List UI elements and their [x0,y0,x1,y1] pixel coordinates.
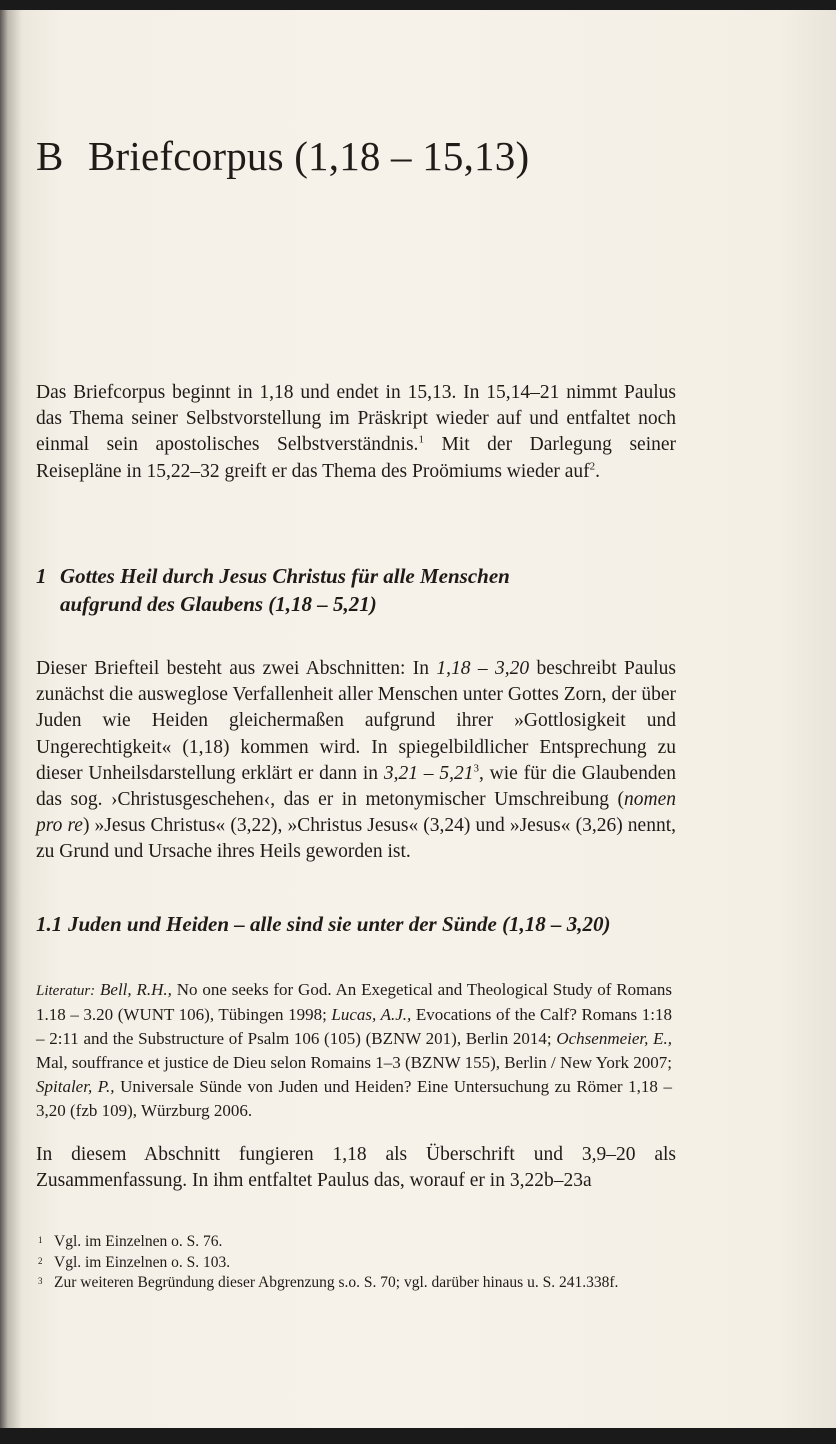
latin-term: nomen pro re [36,789,676,837]
subsection-title: Juden und Heiden – alle sind sie unter der Sünde (1,18 – 3,20) [68,912,611,936]
section-paragraph: Dieser Briefteil besteht aus zwei Abschnitten: In 1,18 – 3,20 beschreibt Paulus zunächst die ausweglose Verfallenheit aller Menschen unter Gottes Zorn, der über Juden wie Heiden gleichermaßen aufgrund ihrer »Gottlosigkeit und Ungerechtigkeit« (1,18) kommen wird. In spiegelbildlicher Entsprechung zu dieser Unheilsdarstellung erklärt er dann in 3,21 – 5,21$^3$, wie für die Glaubenden das sog. ›Christusgeschehen‹, das er in metonymischer Umschreibung (nomen pro re) »Jesus Christus« (3,22), »Christus Jesus« (3,24) und »Jesus« (3,26) nennt, zu Grund und Ursache ihres Heils geworden ist. [36,658,676,863]
literature-entry: Ochsenmeier, E., Mal, souffrance et justice de Dieu selon Romains 1–3 (BZNW 155), Berlin / New York 2007; [36,1029,672,1072]
section-title-line1: Gottes Heil durch Jesus Christus für alle Menschen [60,564,510,588]
book-page [0,10,836,1428]
section-title-line2: aufgrund des Glaubens (1,18 – 5,21) [60,592,377,616]
chapter-title: Briefcorpus (1,18 – 15,13) [88,133,530,179]
footnote-ref-1[interactable]: 1 [418,433,424,446]
chapter-letter: B [36,133,64,179]
literature-entry: Lucas, A.J., Evocations of the Calf? Romans 1:18 – 2:11 and the Substructure of Psalm 106 (105) (BZNW 201), Berlin 2014; [36,1005,672,1048]
literature-label: Literatur: [36,983,96,999]
subsection-number: 1.1 [36,912,63,936]
footnote-2: 2 Vgl. im Einzelnen o. S. 103. [38,1253,231,1271]
section-number: 1 [36,564,47,588]
subsection-heading [36,910,696,938]
verse-reference: 3,21 – 5,21 [383,762,474,784]
literature-entry: Bell, R.H., No one seeks for God. An Exegetical and Theological Study of Romans 1.18 – 3.20 (WUNT 106), Tübingen 1998; [36,980,672,1024]
chapter-heading [36,132,529,180]
footnote-1: 1 Vgl. im Einzelnen o. S. 76. [38,1233,223,1250]
section-heading [36,562,676,618]
footnotes [36,1232,668,1294]
verse-reference: 1,18 – 3,20 [436,658,530,679]
footnote-ref-2[interactable]: 2 [589,460,596,473]
literature-entry: Spitaler, P., Universale Sünde von Juden und Heiden? Eine Untersuchung zu Römer 1,18 – 3,20 (fzb 109), Würzburg 2006. [36,1077,672,1120]
footnote-ref-3[interactable]: 3 [473,762,479,775]
literature-list [36,978,672,1123]
closing-paragraph: In diesem Abschnitt fungieren 1,18 als Überschrift und 3,9–20 als Zusammenfassung. In ihm entfaltet Paulus das, worauf er in 3,22b–23a [36,1144,676,1192]
footnote-3: 3 Zur weiteren Begründung dieser Abgrenzung s.o. S. 70; vgl. darüber hinaus u. S. 241.338f. [38,1274,619,1291]
intro-paragraph: Das Briefcorpus beginnt in 1,18 und endet in 15,13. In 15,14–21 nimmt Paulus das Thema seiner Selbstvorstellung im Präskript wieder auf und entfaltet noch einmal sein apostolisches Selbstverständnis.$^1$ Mit der Darlegung seiner Reisepläne in 15,22–32 greift er das Thema des Proömiums wieder auf$^2$. [36,382,677,482]
